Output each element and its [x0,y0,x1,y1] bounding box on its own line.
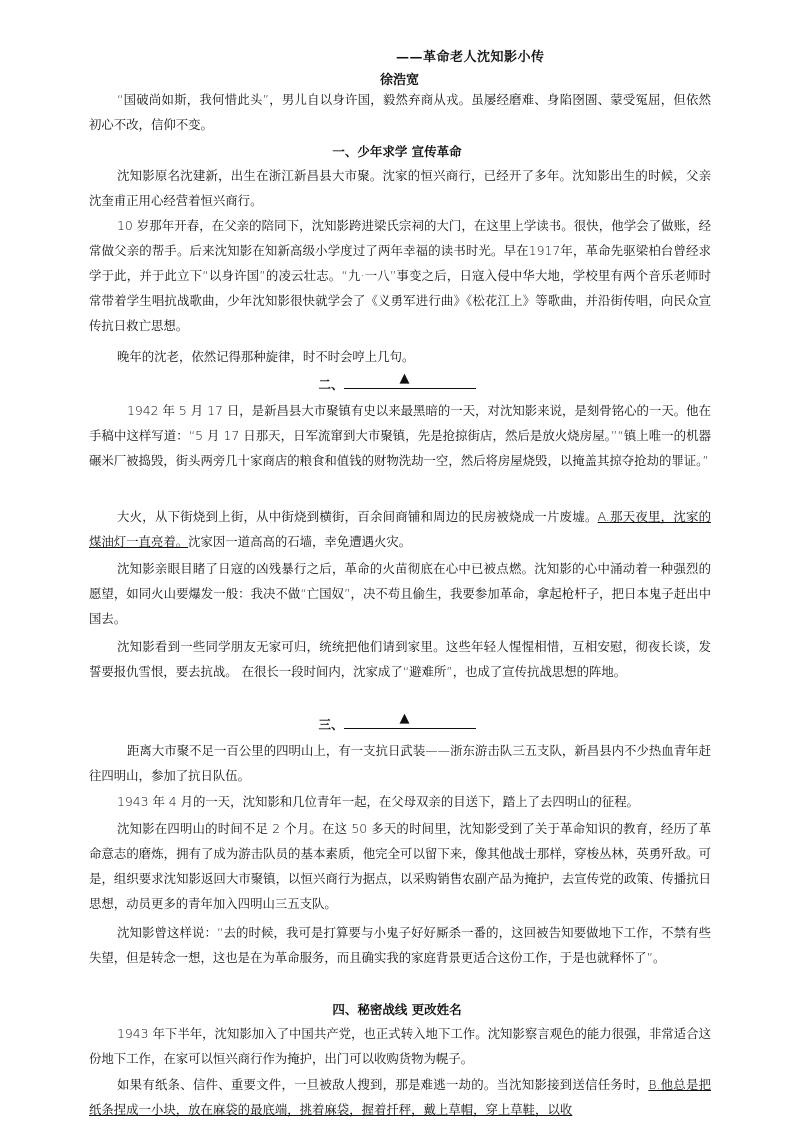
section-2-number: 二、 [318,377,344,392]
section-3-number: 三、 [318,717,344,732]
s2-paragraph-2-text: 大火，从下街烧到上街，从中街烧到横街，百余间商铺和周边的民房被烧成一片废墟。 [117,509,598,524]
section-3-heading [0,712,794,733]
s2-paragraph-2-tail: 沈家因一道高高的石墙，幸免遭遇火灾。 [188,534,412,549]
s4-paragraph-2-text: 如果有纸条、信件、重要文件，一旦被敌人搜到，那是难逃一劫的。当沈知影接到送信任务时， [117,1077,649,1092]
section-2-title-blank [344,372,476,389]
s2-paragraph-2 [89,504,711,554]
blank-triangle-icon: ▲ [399,711,410,726]
s2-paragraph-1: 1942 年 5 月 17 日，是新昌县大市聚镇有史以来最黑暗的一天，对沈知影来说，是刻骨铭心的一天。他在手稿中这样写道：“5 月 17 日那天，日军流窜到大市聚镇，先是抢掠街店，然后是放火烧房屋。”“镇上唯一的机器碾米厂被捣毁，街头两旁几十家商店的粮食和值钱的财物洗劫一空，然后将房屋烧毁，以掩盖其掠夺抢劫的罪证。” [89,403,711,468]
intro-paragraph: “国破尚如斯，我何惜此头”，男儿自以身许国，毅然弃商从戎。虽屡经磨难、身陷囹圄、蒙受冤屈，但依然初心不改，信仰不变。 [89,92,711,132]
s4-paragraph-1: 1943 年下半年，沈知影加入了中国共产党，也正式转入地下工作。沈知影察言观色的能力很强，非常适合这份地下工作，在家可以恒兴商行作为掩护，出门可以收购货物为幌子。 [89,1026,711,1066]
section-4-heading: 四、秘密战线 更改姓名 [332,1002,462,1017]
s3-paragraph-3: 沈知影在四明山的时间不足 2 个月。在这 50 多天的时间里，沈知影受到了关于革命知识的教育，经历了革命意志的磨炼，拥有了成为游击队员的基本素质，他完全可以留下来，像其他战士那样，穿梭丛林，英勇歼敌。可是，组织要求沈知影返回大市聚镇，以恒兴商行为据点，以采购销售农副产品为掩护，去宣传党的政策、传播抗日思想，动员更多的青年加入四明山三五支队。 [89,821,711,911]
underlined-sentence-a: A.那天夜里，沈家的煤油灯一直亮着。 [89,509,712,549]
s3-paragraph-4: 沈知影曾这样说：“去的时候，我可是打算要与小鬼子好好厮杀一番的，这回被告知要做地下工作，不禁有些失望，但是转念一想，这也是在为革命服务，而且确实我的家庭背景更适合这份工作，于是也就释怀了”。 [89,925,711,965]
s4-paragraph-2 [89,1072,711,1122]
s3-paragraph-2: 1943 年 4 月的一天，沈知影和几位青年一起，在父母双亲的目送下，踏上了去四明山的征程。 [117,794,640,809]
s1-paragraph-2: 10 岁那年开春，在父亲的陪同下，沈知影跨进梁氏宗祠的大门，在这里上学读书。很快，他学会了做账，经常做父亲的帮手。后来沈知影在知新高级小学度过了两年幸福的读书时光。早在1917年，革命先驱梁柏台曾经求学于此，并于此立下“以身许国”的凌云壮志。“九·一八”事变之后，日寇入侵中华大地，学校里有两个音乐老师时常带着学生唱抗战歌曲，少年沈知影很快就学会了《义勇军进行曲》《松花江上》等歌曲，并沿街传唱，向民众宣传抗日救亡思想。 [89,218,711,333]
author-name: 徐浩宽 [380,73,420,88]
section-3-title-blank [344,712,476,729]
s2-paragraph-3: 沈知影亲眼目睹了日寇的凶残暴行之后，革命的火苗彻底在心中已被点燃。沈知影的心中涌动着一种强烈的愿望，如同火山要爆发一般：我决不做“亡国奴”，决不苟且偷生，我要参加革命，拿起枪杆子，把日本鬼子赶出中国去。 [89,561,711,626]
document-subtitle: ——革命老人沈知影小传 [396,50,545,65]
s2-paragraph-4: 沈知影看到一些同学朋友无家可归，统统把他们请到家里。这些年轻人惺惺相惜，互相安慰，彻夜长谈，发誓要报仇雪恨，要去抗战。 在很长一段时间内，沈家成了“避难所”，也成了宣传抗战思想的阵地。 [89,639,711,679]
blank-triangle-icon: ▲ [399,371,410,386]
s3-paragraph-1: 距离大市聚不足一百公里的四明山上，有一支抗日武装——浙东游击队三五支队，新昌县内不少热血青年赶往四明山，参加了抗日队伍。 [89,743,711,783]
s1-paragraph-1: 沈知影原名沈建新，出生在浙江新昌县大市聚。沈家的恒兴商行，已经开了多年。沈知影出生的时候，父亲沈奎甫正用心经营着恒兴商行。 [89,168,711,208]
s1-paragraph-3: 晚年的沈老，依然记得那种旋律，时不时会哼上几句。 [117,349,415,364]
section-2-heading [0,372,794,393]
section-1-heading: 一、少年求学 宣传革命 [332,144,462,159]
underlined-sentence-b: B.他总是把纸条捏成一小块，放在麻袋的最底端，挑着麻袋，握着扦秤，戴上草帽，穿上草鞋，以收 [89,1077,711,1117]
